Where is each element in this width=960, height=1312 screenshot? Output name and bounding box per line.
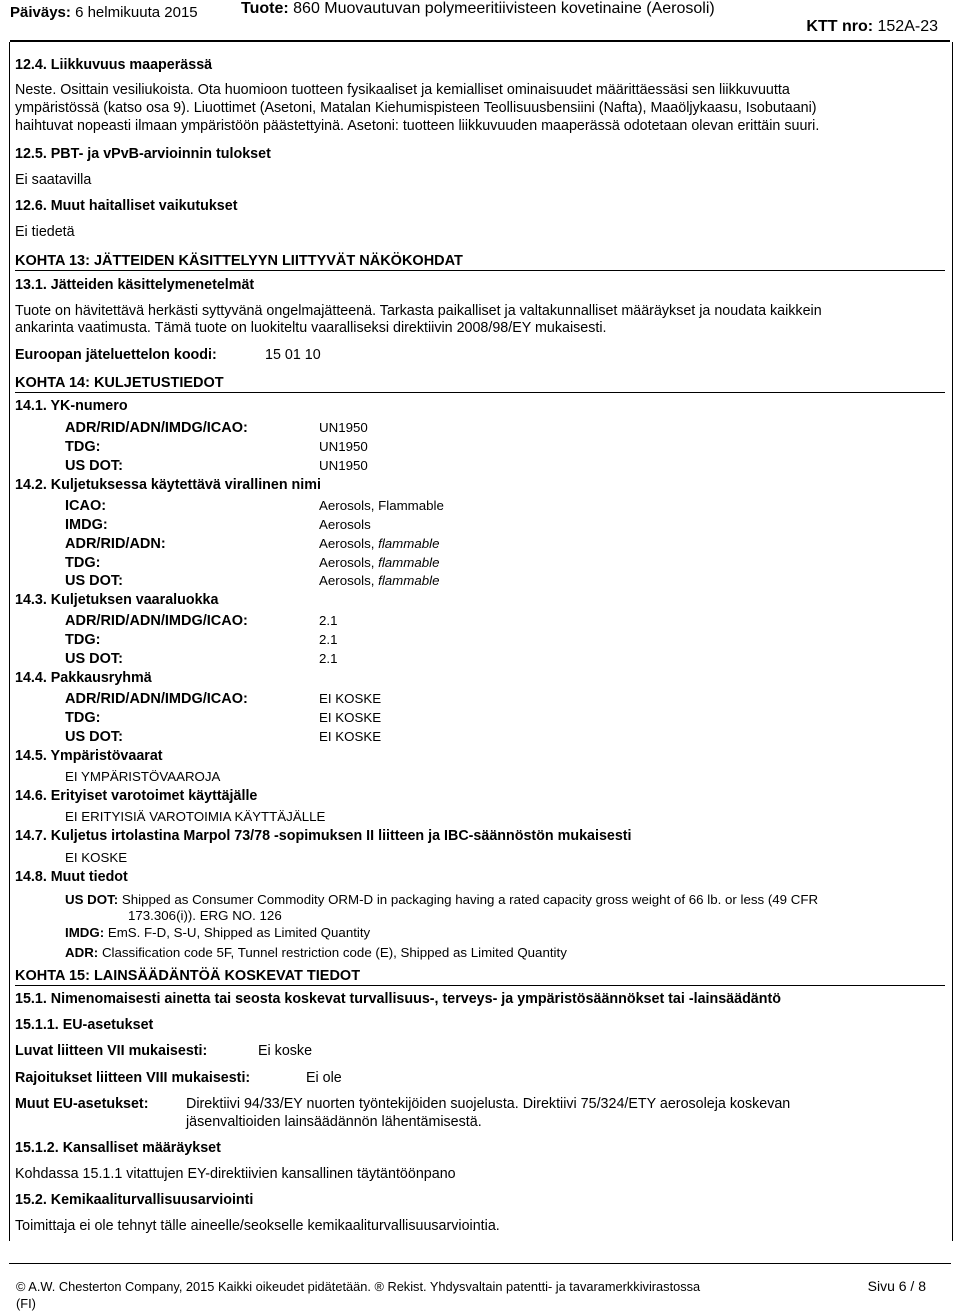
annex-vii-value: Ei koske [258, 1043, 313, 1059]
header-sds-number: KTT nro: 152A-23 [806, 18, 938, 35]
transport-key: US DOT: [65, 729, 123, 745]
transport-value: EI KOSKE [319, 691, 382, 706]
transport-value: 2.1 [319, 632, 338, 647]
transport-key: ADR/RID/ADN/IMDG/ICAO: [65, 420, 248, 436]
waste-code-value: 15 01 10 [265, 347, 321, 363]
other-info-usdot-cont: 173.306(i)). ERG NO. 126 [128, 908, 282, 923]
section-14-5-heading: 14.5. Ympäristövaarat [15, 748, 163, 764]
transport-value: Aerosols, Flammable [319, 498, 444, 513]
section-12-4-line: Neste. Osittain vesiliukoista. Ota huomioon tuotteen fysikaaliset ja kemialliset ominaisuudet määrittäessäsi sen liikkuvuutta [15, 82, 790, 98]
transport-key: US DOT: [65, 458, 123, 474]
transport-value: UN1950 [319, 420, 368, 435]
waste-code-label: Euroopan jäteluettelon koodi: [15, 347, 217, 363]
section-14-8-heading: 14.8. Muut tiedot [15, 869, 128, 885]
transport-key: ADR/RID/ADN: [65, 536, 166, 552]
section-14-7-heading: 14.7. Kuljetus irtolastina Marpol 73/78 -sopimuksen II liitteen ja IBC-säännöstön mukaisesti [15, 828, 632, 844]
footer-copyright: © A.W. Chesterton Company, 2015 Kaikki oikeudet pidätetään. ® Rekist. Yhdysvaltain patentti- ja tavaramerkkivirastossa (FI) [16, 1279, 701, 1311]
page-number: Sivu 6 / 8 [867, 1278, 926, 1294]
section-15-1-1-heading: 15.1.1. EU-asetukset [15, 1017, 154, 1033]
other-eu-value: Direktiivi 94/33/EY nuorten työntekijöiden suojelusta. Direktiivi 75/324/ETY aerosoleja koskevan [186, 1096, 791, 1112]
other-info-usdot: US DOT: Shipped as Consumer Commodity ORM-D in packaging having a rated capacity gross weight of 66 lb. or less (49 CFR [65, 892, 819, 907]
transport-key: ICAO: [65, 498, 107, 514]
transport-value: Aerosols, flammable [319, 573, 440, 588]
section-13-1-line: Tuote on hävitettävä herkästi syttyvänä ongelmajätteenä. Tarkasta paikalliset ja valtakunnalliset määräykset ja noudata kaikkein [15, 303, 822, 319]
transport-value: 2.1 [319, 651, 338, 666]
section-14-3-heading: 14.3. Kuljetuksen vaaraluokka [15, 592, 219, 608]
annex-vii-label: Luvat liitteen VII mukaisesti: [15, 1043, 208, 1059]
transport-value: UN1950 [319, 458, 368, 473]
section-15-1-2-heading: 15.1.2. Kansalliset määräykset [15, 1140, 221, 1156]
section-14-6-text: EI ERITYISIÄ VAROTOIMIA KÄYTTÄJÄLLE [65, 809, 326, 824]
section-12-6-text: Ei tiedetä [15, 224, 75, 240]
header-date: Päiväys: 6 helmikuuta 2015 [10, 4, 198, 21]
other-eu-value: jäsenvaltioiden lainsäädännön lähentämisestä. [186, 1114, 482, 1130]
transport-key: TDG: [65, 710, 101, 726]
transport-value: Aerosols, flammable [319, 536, 440, 551]
transport-key: US DOT: [65, 651, 123, 667]
transport-key: TDG: [65, 555, 101, 571]
section-12-4-line: haihtuvat nopeasti ilmaan ympäristöön päästettyinä. Asetoni: tuotteen liikkuvuuden maaperässä odotetaan olevan erittäin suuri. [15, 118, 820, 134]
section-14-2-heading: 14.2. Kuljetuksessa käytettävä virallinen nimi [15, 477, 321, 493]
transport-key: TDG: [65, 632, 101, 648]
transport-key: ADR/RID/ADN/IMDG/ICAO: [65, 613, 248, 629]
transport-value: EI KOSKE [319, 710, 382, 725]
footer-divider [9, 1263, 951, 1264]
section-15-1-2-text: Kohdassa 15.1.1 vitattujen EY-direktiivien kansallinen täytäntöönpano [15, 1166, 456, 1182]
section-12-4-line: ympäristössä (katso osa 9). Liuottimet (Asetoni, Matalan Kiehumispisteen Teollisuusbensiini (Nafta), Maaöljykaasu, Isobutaani) [15, 100, 817, 116]
document-header [10, 0, 950, 42]
section-15-heading: KOHTA 15: LAINSÄÄDÄNTÖÄ KOSKEVAT TIEDOT [15, 968, 945, 986]
section-12-6-heading: 12.6. Muut haitalliset vaikutukset [15, 198, 238, 214]
other-info-imdg: IMDG: EmS. F-D, S-U, Shipped as Limited Quantity [65, 925, 371, 940]
section-12-5-text: Ei saatavilla [15, 172, 92, 188]
section-15-1-heading: 15.1. Nimenomaisesti ainetta tai seosta koskevat turvallisuus-, terveys- ja ympäristösäännökset tai -lainsäädäntö [15, 991, 781, 1007]
transport-value: 2.1 [319, 613, 338, 628]
section-14-5-text: EI YMPÄRISTÖVAAROJA [65, 769, 221, 784]
annex-viii-value: Ei ole [306, 1070, 342, 1086]
transport-value: EI KOSKE [319, 729, 382, 744]
section-12-4-heading: 12.4. Liikkuvuus maaperässä [15, 57, 213, 73]
section-12-5-heading: 12.5. PBT- ja vPvB-arvioinnin tulokset [15, 146, 271, 162]
transport-key: US DOT: [65, 573, 123, 589]
section-13-heading: KOHTA 13: JÄTTEIDEN KÄSITTELYYN LIITTYVÄT NÄKÖKOHDAT [15, 253, 945, 271]
section-15-2-text: Toimittaja ei ole tehnyt tälle aineelle/seokselle kemikaaliturvallisuusarviointia. [15, 1218, 500, 1234]
section-14-7-text: EI KOSKE [65, 850, 128, 865]
transport-key: IMDG: [65, 517, 108, 533]
section-15-2-heading: 15.2. Kemikaaliturvallisuusarviointi [15, 1192, 254, 1208]
transport-value: UN1950 [319, 439, 368, 454]
other-info-adr: ADR: Classification code 5F, Tunnel restriction code (E), Shipped as Limited Quantity [65, 945, 567, 960]
section-13-1-heading: 13.1. Jätteiden käsittelymenetelmät [15, 277, 255, 293]
page-frame [9, 42, 953, 1241]
header-product: Tuote: 860 Muovautuvan polymeeritiivisteen kovetinaine (Aerosoli) [241, 0, 715, 17]
section-14-1-heading: 14.1. YK-numero [15, 398, 128, 414]
transport-value: Aerosols [319, 517, 371, 532]
section-14-4-heading: 14.4. Pakkausryhmä [15, 670, 152, 686]
other-eu-label: Muut EU-asetukset: [15, 1096, 149, 1112]
transport-value: Aerosols, flammable [319, 555, 440, 570]
transport-key: TDG: [65, 439, 101, 455]
annex-viii-label: Rajoitukset liitteen VIII mukaisesti: [15, 1070, 251, 1086]
section-14-6-heading: 14.6. Erityiset varotoimet käyttäjälle [15, 788, 258, 804]
section-14-heading: KOHTA 14: KULJETUSTIEDOT [15, 375, 945, 393]
transport-key: ADR/RID/ADN/IMDG/ICAO: [65, 691, 248, 707]
section-13-1-line: ankarinta vaatimusta. Tämä tuote on luokiteltu vaaralliseksi direktiivin 2008/98/EY mukaisesti. [15, 320, 607, 336]
